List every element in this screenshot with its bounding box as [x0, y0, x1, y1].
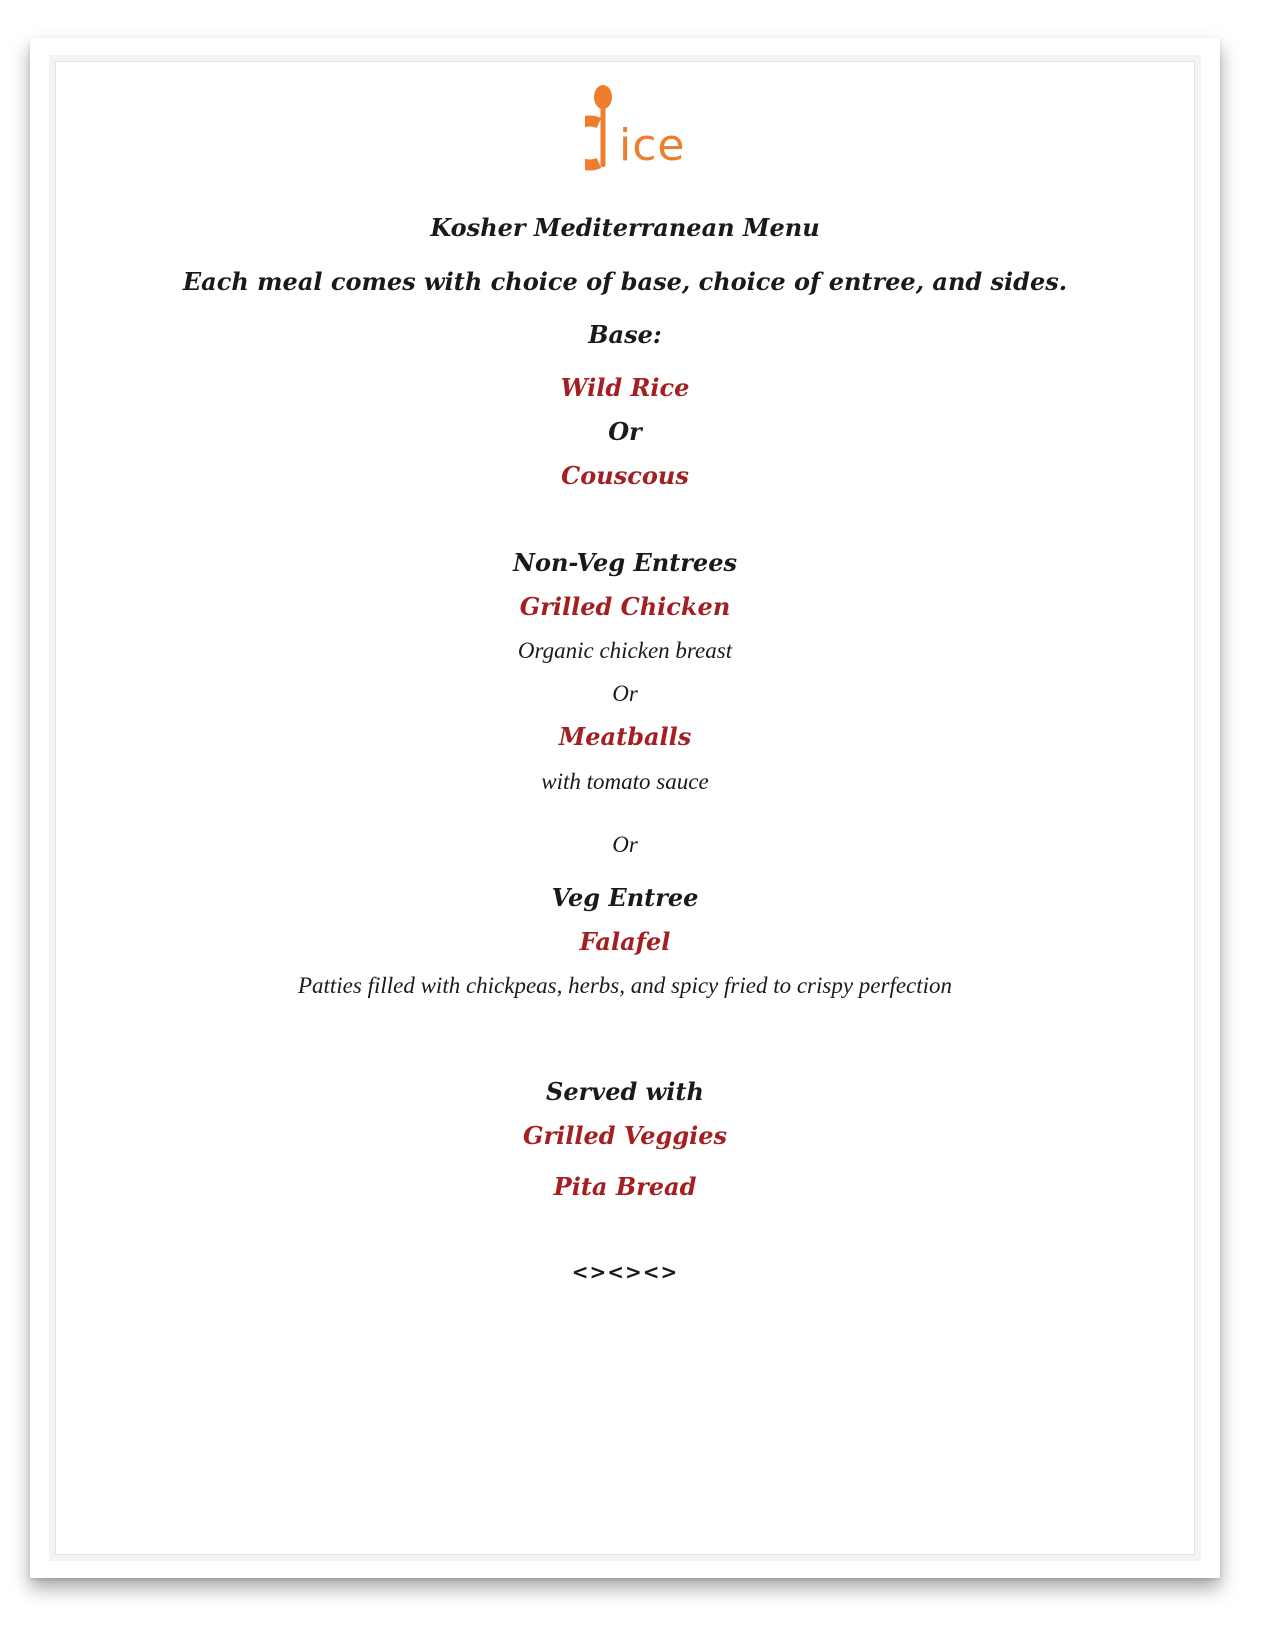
entree-meatballs: Meatballs: [558, 722, 692, 751]
non-veg-or-1: Or: [612, 681, 638, 706]
non-veg-heading: Non-Veg Entrees: [513, 548, 737, 577]
entree-grilled-chicken: Grilled Chicken: [519, 592, 731, 621]
base-or: Or: [608, 417, 642, 446]
dice-logo: [585, 85, 715, 180]
side-pita-bread: Pita Bread: [553, 1172, 697, 1201]
ornament-divider: <><><>: [571, 1260, 679, 1284]
entree-falafel: Falafel: [579, 927, 671, 956]
svg-text:ice: ice: [619, 120, 686, 171]
sides-heading: Served with: [546, 1077, 704, 1106]
base-option-couscous: Couscous: [561, 461, 689, 490]
base-option-wild-rice: Wild Rice: [560, 373, 690, 402]
base-heading: Base:: [588, 320, 662, 349]
grilled-chicken-description: Organic chicken breast: [517, 638, 733, 663]
veg-heading: Veg Entree: [551, 883, 699, 912]
meatballs-description: with tomato sauce: [541, 769, 709, 794]
falafel-description: Patties filled with chickpeas, herbs, and spicy fried to crispy perfection: [297, 973, 953, 998]
menu-title: Kosher Mediterranean Menu: [430, 213, 820, 242]
non-veg-or-2: Or: [612, 832, 638, 857]
menu-intro: Each meal comes with choice of base, choice of entree, and sides.: [182, 267, 1068, 296]
side-grilled-veggies: Grilled Veggies: [522, 1121, 728, 1150]
